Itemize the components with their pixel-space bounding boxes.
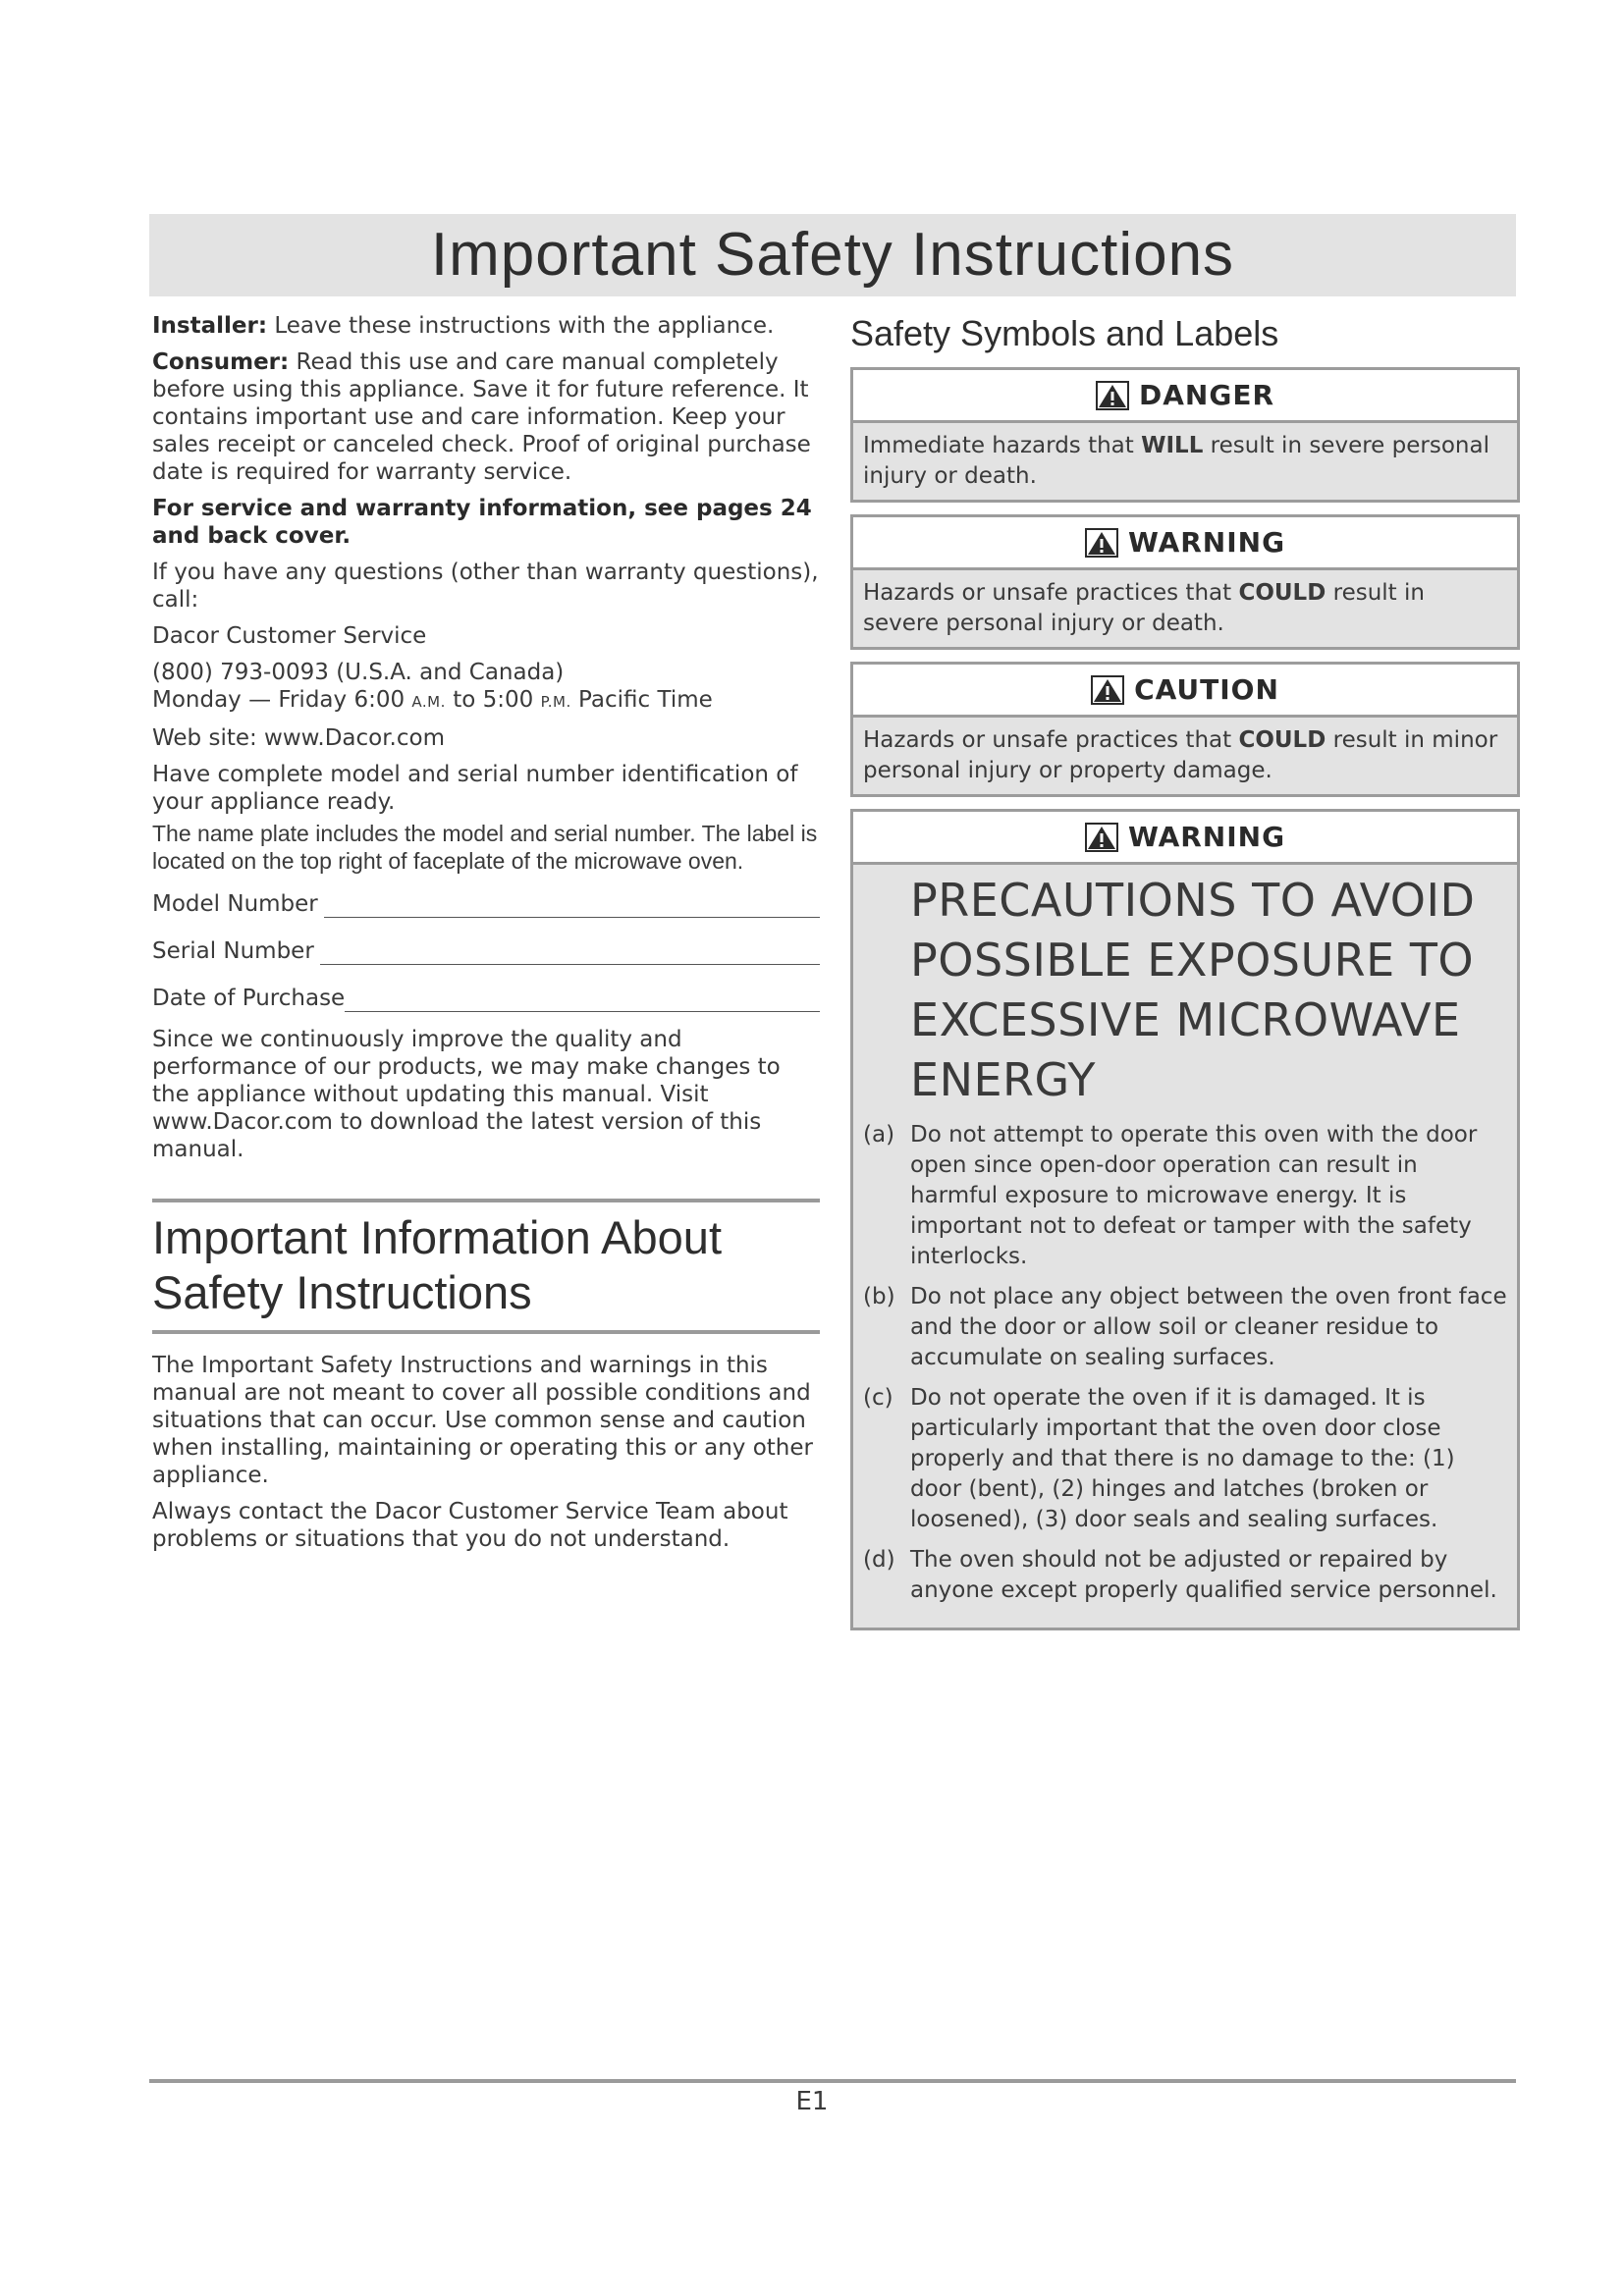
danger-text-bold: WILL xyxy=(1141,433,1204,458)
precaution-warning-label: WARNING xyxy=(1127,821,1286,853)
precaution-list xyxy=(853,1120,1517,1628)
warning-box xyxy=(850,514,1520,650)
company-name: Dacor Customer Service xyxy=(152,623,427,649)
list-item-text: Do not place any object between the oven front face and the door or allow soil or cleaner residue to accumulate on sealing surfaces. xyxy=(910,1284,1507,1370)
footer-divider xyxy=(149,2079,1516,2083)
consumer-label: Consumer: xyxy=(152,349,290,375)
caution-label: CAUTION xyxy=(1134,673,1279,706)
date-of-purchase-label: Date of Purchase xyxy=(152,986,346,1011)
list-item-label: (a) xyxy=(863,1122,895,1148)
caution-box xyxy=(850,662,1520,797)
hours-line xyxy=(152,686,820,716)
service-note xyxy=(152,495,820,550)
hours-mid: to 5:00 xyxy=(445,687,541,713)
service-note-text: For service and warranty information, see pages 24 and back cover. xyxy=(152,496,812,549)
caution-text xyxy=(853,718,1517,794)
am-label: A.M. xyxy=(411,693,446,711)
list-item xyxy=(863,1545,1507,1606)
danger-text-pre: Immediate hazards that xyxy=(863,433,1142,458)
page-number: E1 xyxy=(795,2087,829,2116)
hours-suffix: Pacific Time xyxy=(570,687,713,713)
warning-text-post: result in severe personal injury or death. xyxy=(863,580,1425,636)
safety-symbols-heading: Safety Symbols and Labels xyxy=(850,313,1279,353)
serial-number-label: Serial Number xyxy=(152,938,314,964)
warning-triangle-icon xyxy=(1085,823,1118,852)
section-divider-bottom xyxy=(152,1330,820,1334)
info-heading: Important Information About Safety Instructions xyxy=(152,1211,722,1318)
contact-text: Always contact the Dacor Customer Service Team about problems or situations that you do not understand. xyxy=(152,1499,788,1552)
list-item-text: The oven should not be adjusted or repaired by anyone except properly qualified service personnel. xyxy=(910,1547,1497,1603)
improve-text: Since we continuously improve the quality and performance of our products, we may make changes to the appliance without updating this manual. Visit www.Dacor.com to download the latest version of this manual. xyxy=(152,1027,781,1162)
precaution-heading: PRECAUTIONS TO AVOID POSSIBLE EXPOSURE TO EXCESSIVE MICROWAVE ENERGY xyxy=(910,874,1476,1106)
right-column xyxy=(850,312,1520,1642)
warning-header xyxy=(853,517,1517,570)
section-divider-top xyxy=(152,1199,820,1202)
caution-header xyxy=(853,665,1517,718)
caution-text-pre: Hazards or unsafe practices that xyxy=(863,727,1239,753)
list-item-label: (b) xyxy=(863,1284,895,1309)
consumer-paragraph xyxy=(152,348,820,486)
website-text: Web site: www.Dacor.com xyxy=(152,725,445,751)
caution-text-post: result in minor personal injury or property damage. xyxy=(863,727,1498,783)
list-item xyxy=(863,1120,1507,1272)
phone-number: (800) 793-0093 (U.S.A. and Canada) xyxy=(152,660,565,685)
list-item xyxy=(863,1282,1507,1373)
warning-label: WARNING xyxy=(1127,526,1286,559)
installer-label: Installer: xyxy=(152,313,268,339)
date-of-purchase-field xyxy=(152,985,820,1012)
page-title: Important Safety Instructions xyxy=(149,214,1516,296)
serial-number-line xyxy=(320,943,820,965)
caution-text-bold: COULD xyxy=(1238,727,1326,753)
danger-box xyxy=(850,367,1520,503)
danger-text xyxy=(853,423,1517,500)
precaution-header xyxy=(853,812,1517,865)
hours-prefix: Monday — Friday 6:00 xyxy=(152,687,412,713)
danger-label: DANGER xyxy=(1138,379,1274,411)
date-of-purchase-line xyxy=(345,990,820,1012)
consumer-text: Read this use and care manual completely before using this appliance. Save it for future reference. It contains important use and care information. Keep your sales receipt or canceled check. Proof of original purchase date is required for warranty service. xyxy=(152,349,811,485)
left-column xyxy=(152,312,820,1562)
model-number-line xyxy=(324,896,820,918)
installer-text: Leave these instructions with the appliance. xyxy=(274,313,775,339)
name-plate-text: The name plate includes the model and serial number. The label is located on the top right of faceplate of the microwave oven. xyxy=(152,821,818,874)
warning-triangle-icon xyxy=(1096,381,1129,410)
serial-number-field xyxy=(152,937,820,965)
warning-text xyxy=(853,570,1517,647)
info-text: The Important Safety Instructions and warnings in this manual are not meant to cover all possible conditions and situations that can occur. Use common sense and caution when installing, maintaining or operating this or any other appliance. xyxy=(152,1353,813,1488)
list-item xyxy=(863,1383,1507,1535)
warning-text-bold: COULD xyxy=(1238,580,1326,606)
list-item-label: (c) xyxy=(863,1385,893,1411)
danger-header xyxy=(853,370,1517,423)
list-item-text: Do not operate the oven if it is damaged. It is particularly important that the oven door close properly and that there is no damage to the: (1) door (bent), (2) hinges and latches (broken or loosened), (3) door seals and sealing surfaces. xyxy=(910,1385,1455,1532)
danger-text-post: result in severe personal injury or death. xyxy=(863,433,1489,489)
questions-text: If you have any questions (other than warranty questions), call: xyxy=(152,560,819,613)
warning-text-pre: Hazards or unsafe practices that xyxy=(863,580,1239,606)
model-number-field xyxy=(152,890,820,918)
installer-paragraph xyxy=(152,312,820,340)
warning-triangle-icon xyxy=(1085,528,1118,558)
warning-triangle-icon xyxy=(1091,675,1124,705)
pm-label: P.M. xyxy=(540,693,571,711)
precaution-box xyxy=(850,809,1520,1630)
list-item-text: Do not attempt to operate this oven with the door open since open-door operation can result in harmful exposure to microwave energy. It is important not to defeat or tamper with the safety interlocks. xyxy=(910,1122,1478,1269)
model-ready-text: Have complete model and serial number identification of your appliance ready. xyxy=(152,762,798,815)
model-number-label: Model Number xyxy=(152,891,318,917)
list-item-label: (d) xyxy=(863,1547,895,1573)
